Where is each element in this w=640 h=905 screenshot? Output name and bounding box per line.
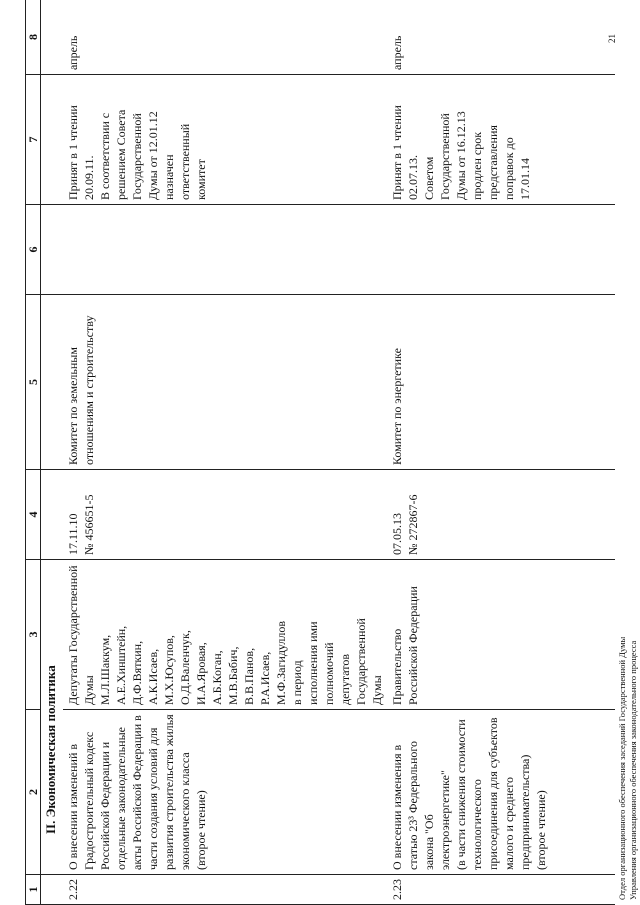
column-number: 2 — [26, 710, 41, 875]
bill-status: Принят в 1 чтении 20.09.11. В соответствии с решением Совета Государственной Думы от 12.01.12 назначен ответственный комитет — [63, 75, 387, 205]
column-number: 8 — [26, 0, 41, 75]
table-row — [63, 0, 387, 905]
row-number: 2.23 — [387, 875, 615, 905]
table-row — [387, 0, 615, 905]
page-number: 21 — [607, 34, 617, 43]
bills-table — [25, 0, 615, 905]
column-number: 5 — [26, 295, 41, 470]
section-header-row — [41, 0, 64, 905]
column-numbers-row — [26, 0, 41, 905]
footer-department: Отдел организационного обеспечения заседаний Государственной Думы — [617, 636, 627, 900]
column-6-value — [387, 205, 615, 295]
responsible-committee: Комитет по земельным отношениям и строительству — [63, 295, 387, 470]
column-number: 1 — [26, 875, 41, 905]
row-number: 2.22 — [63, 875, 387, 905]
bill-author: Правительство Российской Федерации — [387, 560, 615, 710]
bill-title: О внесении изменений в Градостроительный кодекс Российской Федерации и отдельные законодательные акты Российской Федерации в части создания условий для развития строительства жилья экономического класса (второе чтение) — [63, 710, 387, 875]
column-6-value — [63, 205, 387, 295]
column-number: 3 — [26, 560, 41, 710]
responsible-committee: Комитет по энергетике — [387, 295, 615, 470]
planned-month: апрель — [63, 0, 387, 75]
bill-status: Принят в 1 чтении 02.07.13. Советом Государственной Думы от 16.12.13 продлен срок представления поправок до 17.01.14 — [387, 75, 615, 205]
page-footer — [617, 637, 639, 900]
column-number: 7 — [26, 75, 41, 205]
column-number: 6 — [26, 205, 41, 295]
bill-date-number: 17.11.10 № 456651-5 — [63, 470, 387, 560]
column-number: 4 — [26, 470, 41, 560]
bill-date-number: 07.05.13 № 272867-6 — [387, 470, 615, 560]
bill-author: Депутаты Государственной Думы М.Л.Шаккум, А.Е.Хинштейн, Д.Ф.Вяткин, А.К.Исаев, М.Х.Юсупов, О.Д.Валенчук, И.А.Яровая, А.Б.Коган, М.В.Бабич, В.В.Панов, Р.А.Исаев, М.Ф.Загидуллов в период исполнения ими полномочий депутатов Государственной Думы — [63, 560, 387, 710]
footer-directorate: Управления организационного обеспечения законодательного процесса — [628, 640, 638, 900]
bill-title: О внесении изменения в статью 23³ Федерального закона "Об электроэнергетике" (в части снижения стоимости технологического присоединения для субъектов малого и среднего предпринимательства) (второе чтение) — [387, 710, 615, 875]
section-title: II. Экономическая политика — [41, 560, 64, 875]
planned-month: апрель — [387, 0, 615, 75]
